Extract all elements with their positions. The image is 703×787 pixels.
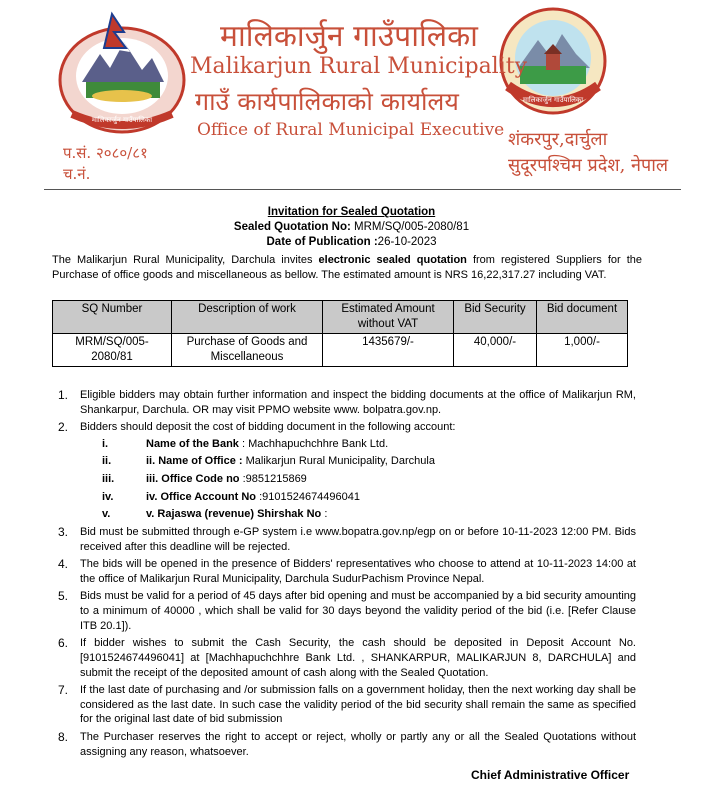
dispatch-number: च.नं. [63,165,91,183]
bank-account-details [80,437,636,522]
list-item: 5. Bids must be valid for a period of 45 days after bid opening and must be accompanied by a bid security amounting to a minimum of 40000 , which shall be valid for 30 days beyond the validity period of the bid (i.e. [Refer Clause ITB 20.1]). [58,589,636,632]
nepal-emblem-logo [52,10,192,135]
publication-date: Date of Publication :26-10-2023 [266,236,437,248]
right-logo-text: मालिकार्जुन गाउँपालिका [522,96,584,104]
list-item: 2. Bidders should deposit the cost of bidding document in the following account: i. Name of the Bank : Machhapuchchhre Bank Ltd. ii. ii. Name of Office : Malikarjun Rural Municipality, Darchula iii. iii. Office Code no :9851215869 iv. iv. Office Account No :9101524674496041 v. v. Rajaswa (revenue) Shirshak No : [52,420,636,522]
office-english: Office of Rural Municipal Executive [197,120,505,140]
notice-title-block [0,205,703,250]
header-divider [44,189,681,190]
address-line-1: शंकरपुर,दार्चुला [508,129,608,150]
cell-bid-security: 40,000/- [454,334,537,367]
header-estimated-amount: Estimated Amount without VAT [323,301,454,334]
account-detail-item: i. Name of the Bank : Machhapuchchhre Bank Ltd. [102,437,389,450]
cell-sq-number: MRM/SQ/005-2080/81 [53,334,172,367]
list-item: 8. The Purchaser reserves the right to accept or reject, wholly or partly any or all the Sealed Quotations without assigning any reason, whatsoever. [58,729,636,758]
table-header-row [53,301,628,334]
address-line-2: सुदूरपश्चिम प्रदेश, नेपाल [508,155,669,176]
header-bid-document: Bid document [537,301,628,334]
account-detail-item: ii. ii. Name of Office : Malikarjun Rural Municipality, Darchula [102,455,435,468]
reference-number: प.सं. २०८०/८१ [63,144,148,162]
table-row [53,334,628,367]
cell-description: Purchase of Goods and Miscellaneous [172,334,323,367]
signature-title: Chief Administrative Officer [471,768,630,782]
header-sq-number: SQ Number [53,301,172,334]
title-english: Malikarjun Rural Municipality [190,54,528,79]
account-detail-item: v. v. Rajaswa (revenue) Shirshak No : [102,508,328,521]
list-item: 1. Eligible bidders may obtain further information and inspect the bidding documents at the office of Malikarjun RM, Shankarpur, Darchula. OR may visit PPMO website www. bolpatra.gov.np. [58,388,636,416]
account-detail-item: iii. iii. Office Code no :9851215869 [102,473,307,486]
header-description: Description of work [172,301,323,334]
quotation-table [52,300,628,367]
sealed-quotation-number: Sealed Quotation No: MRM/SQ/005-2080/81 [233,221,470,233]
list-item: 4. The bids will be opened in the presence of Bidders' representatives who choose to attend at 10-11-2023 14:00 at the office of Malikarjun Rural Municipality, Darchula SudurPachism Province Nepal. [58,556,636,585]
header-bid-security: Bid Security [454,301,537,334]
list-item: 7. If the last date of purchasing and /or submission falls on a government holiday, then the next working day shall be considered as the last date. In such case the validity period of the bid security shall remain the same as specified for the original last date of bid submission [58,682,636,726]
list-item: 6. If bidder wishes to submit the Cash Security, the cash should be deposited in Deposit Account No.[9101524674496041] at [Machhapuchchhre Bank Ltd. , SHANKARPUR, MALIKARJUN 8, DARCHULA] and submit the receipt of the deposited amount of cash along with the Sealed Quotation. [58,635,636,679]
account-detail-item: iv. iv. Office Account No :9101524674496041 [102,490,361,503]
notice-heading: Invitation for Sealed Quotation [267,206,436,218]
cell-estimated-amount: 1435679/- [323,334,454,367]
left-logo-text: मालिकार्जुन गाउँपालिका [91,116,153,124]
title-nepali: मालिकार्जुन गाउँपालिका [220,19,478,54]
terms-list [52,388,636,762]
intro-paragraph: The Malikarjun Rural Municipality, Darchula invites electronic sealed quotation from registered Suppliers for the Purchase of office goods and miscellaneous as bellow. The estimated amount is NRS 16,22,317.27 including VAT. [52,254,642,281]
office-nepali: गाउँ कार्यपालिकाको कार्यालय [195,87,459,116]
list-item: 3. Bid must be submitted through e-GP system i.e www.bopatra.gov.np/egp on or before 10-11-2023 12:00 PM. Bids received after this deadline will be rejected. [58,524,636,553]
cell-bid-document: 1,000/- [537,334,628,367]
